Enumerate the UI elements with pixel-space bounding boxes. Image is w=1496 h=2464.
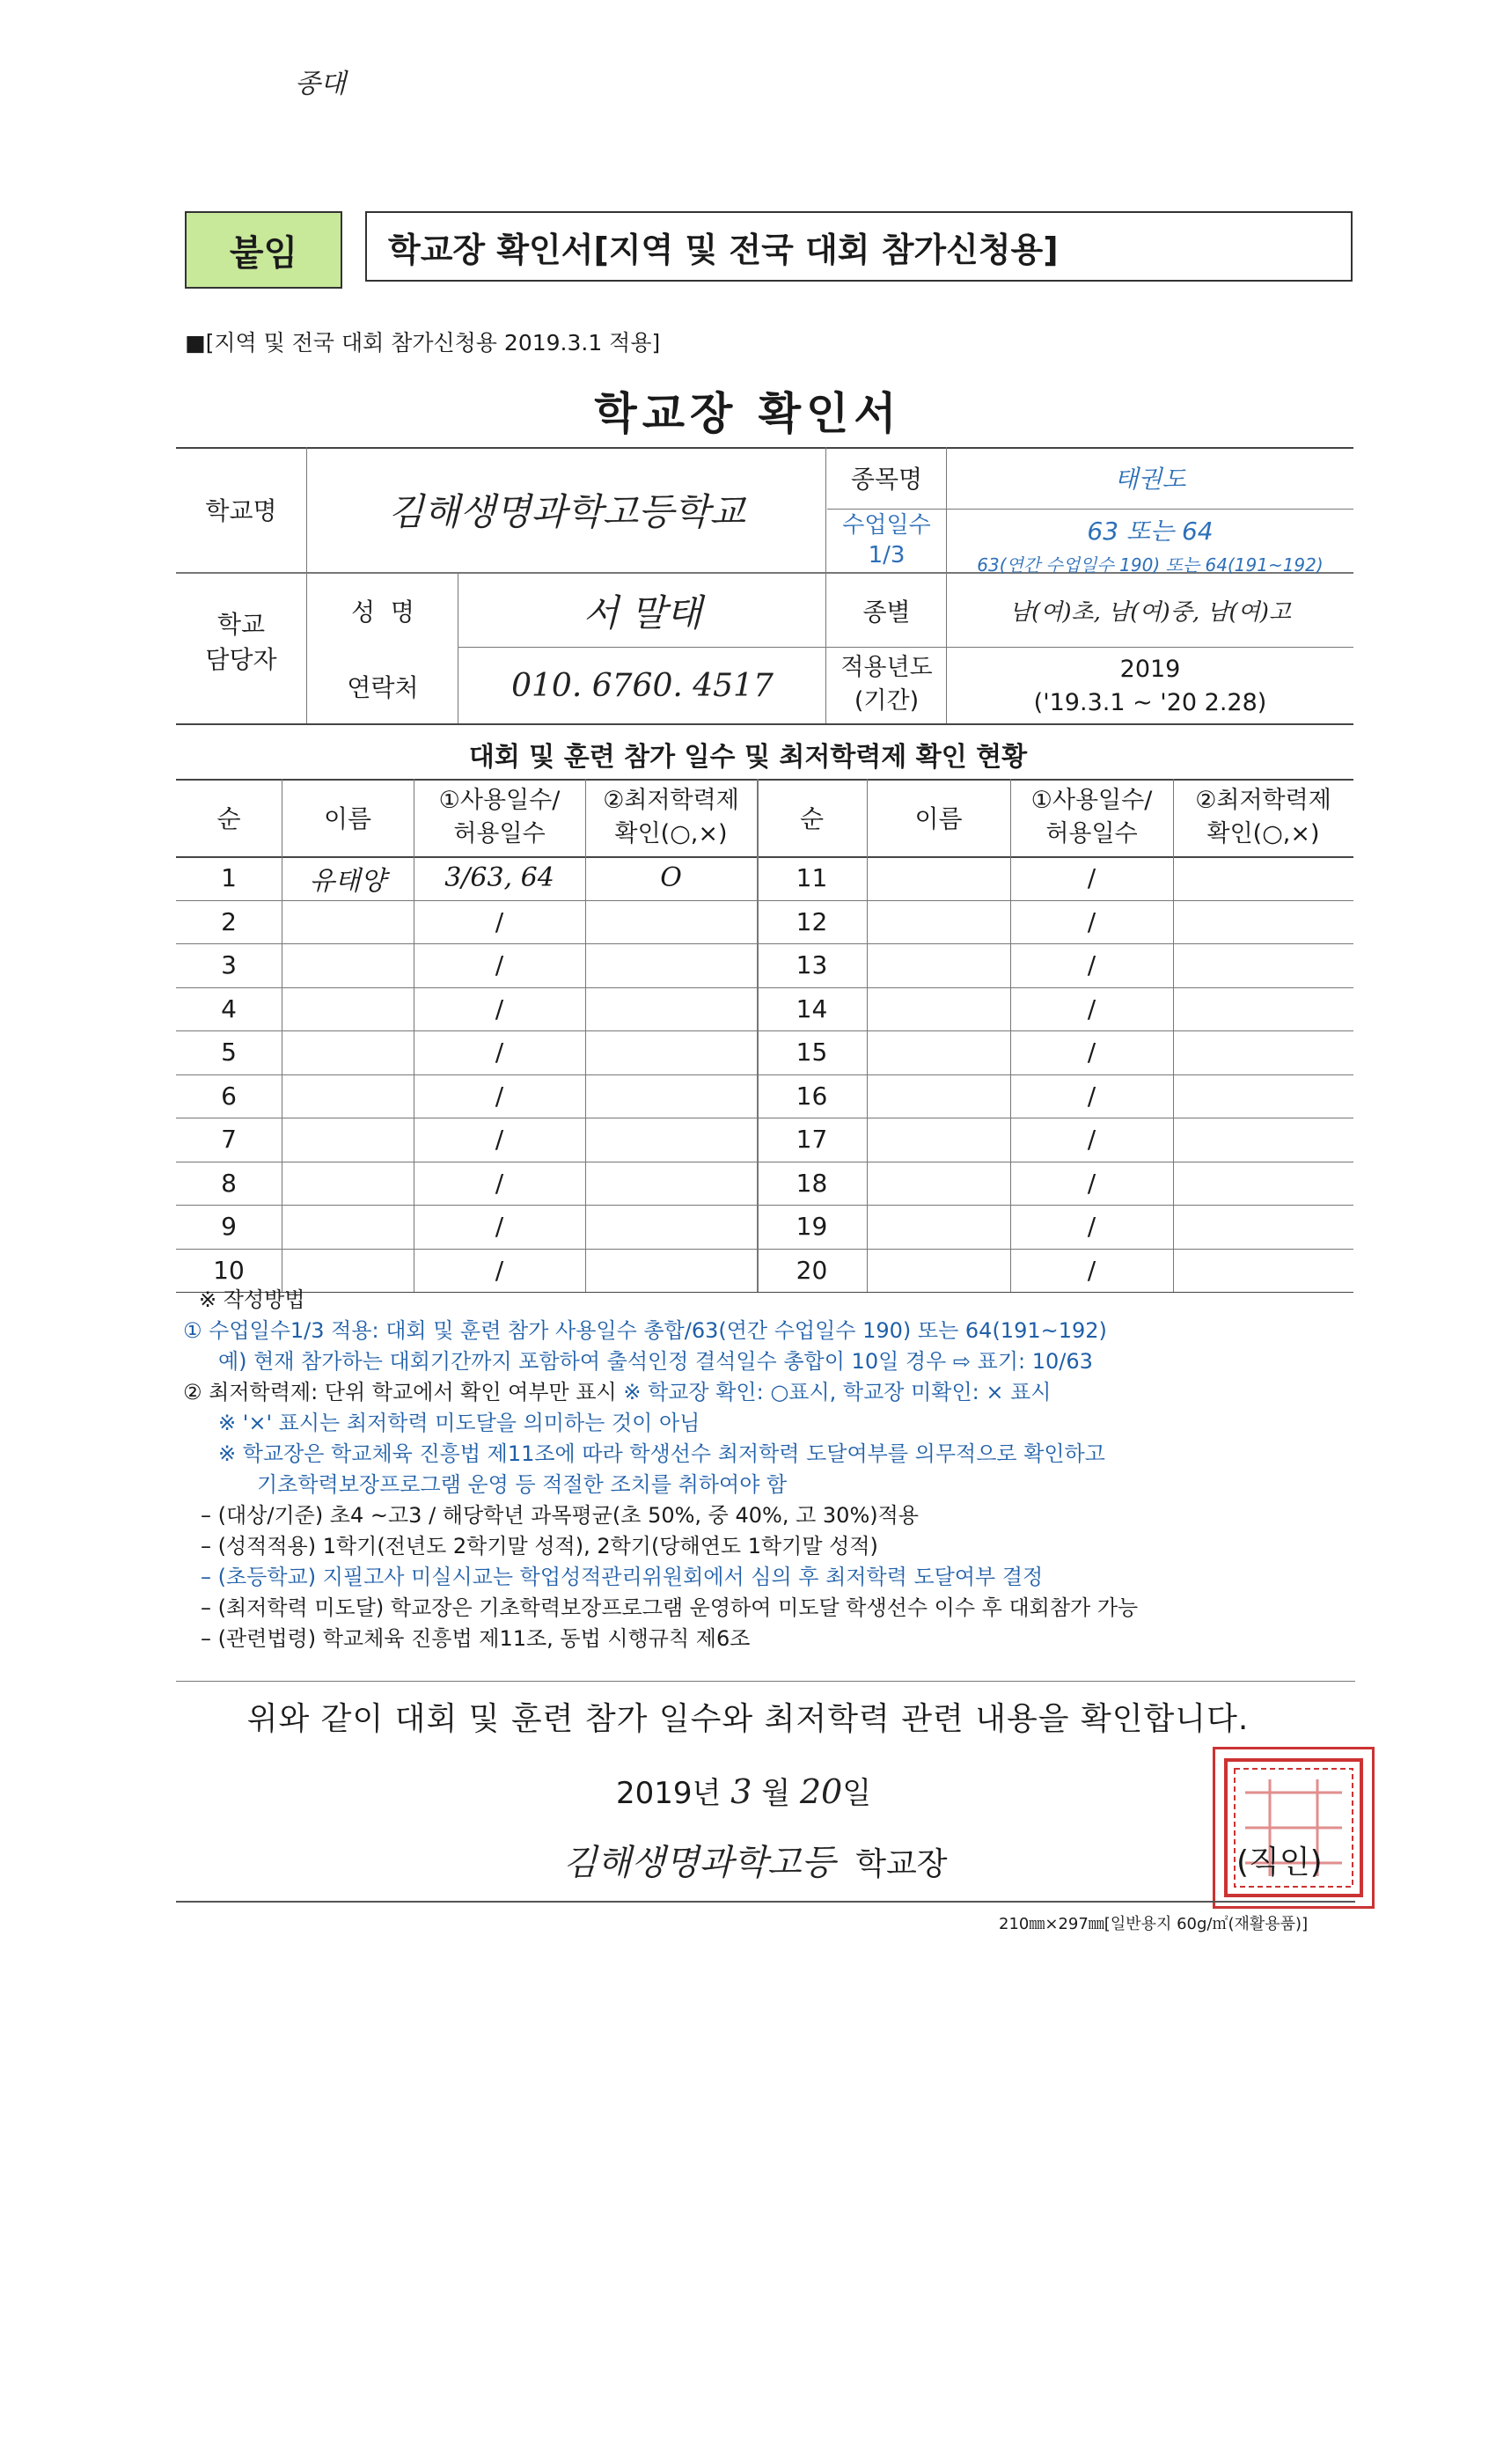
row-name-right bbox=[867, 1030, 1010, 1074]
row-days-right: / bbox=[1087, 950, 1096, 980]
footer-divider bbox=[176, 1901, 1355, 1903]
row-number: 9 bbox=[221, 1212, 237, 1242]
row-days: 3/63, 64 bbox=[444, 862, 554, 894]
note-7: – (초등학교) 지필고사 미실시교는 학업성적관리위원회에서 심의 후 최저학력 도달여부 결정 bbox=[201, 1565, 1044, 1589]
row-name-right bbox=[867, 856, 1010, 900]
row-days-right: / bbox=[1087, 1038, 1096, 1067]
name-value: 서 말태 bbox=[583, 590, 702, 634]
row-name bbox=[282, 1118, 414, 1162]
row-grade bbox=[585, 987, 757, 1031]
row-grade bbox=[585, 943, 757, 987]
row-grade bbox=[585, 1074, 757, 1118]
note-4: ※ 학교장은 학교체육 진흥법 제11조에 따라 학생선수 최저학력 도달여부를 의무적으로 확인하고 bbox=[218, 1441, 1105, 1466]
row-days: / bbox=[495, 1125, 504, 1155]
row-name bbox=[282, 987, 414, 1031]
note-5: – (대상/기준) 초4 ~고3 / 해당학년 과목평균(초 50%, 중 40%, 고 30%)적용 bbox=[201, 1503, 919, 1528]
confirmation-text: 위와 같이 대회 및 훈련 참가 일수와 최저학력 관련 내용을 확인합니다. bbox=[246, 1701, 1250, 1737]
date-day-label: 일 bbox=[842, 1776, 872, 1811]
note-1: ① 수업일수1/3 적용: 대회 및 훈련 참가 사용일수 총합/63(연간 수업일수 190) 또는 64(191~192) bbox=[183, 1318, 1107, 1343]
row-days-right: / bbox=[1087, 1212, 1096, 1242]
document-title: 학교장 확인서 bbox=[594, 388, 902, 439]
row-name-right bbox=[867, 1162, 1010, 1206]
signature-school-name: 김해생명과학고등 bbox=[563, 1843, 836, 1883]
row-days: / bbox=[495, 1081, 504, 1111]
row-grade-right bbox=[1173, 1162, 1353, 1206]
notes-heading: ※ 작성방법 bbox=[199, 1287, 305, 1312]
header-no: 순 bbox=[799, 804, 825, 833]
row-name bbox=[282, 1162, 414, 1206]
header-days-line1: ①사용일수/ bbox=[438, 787, 561, 814]
header-grade-line2: 확인(○,×) bbox=[614, 820, 728, 847]
note-8: – (최저학력 미도달) 학교장은 기초학력보장프로그램 운영하여 미도달 학생선수 이수 후 대회참가 가능 bbox=[201, 1595, 1139, 1620]
date-month: 3 bbox=[730, 1772, 752, 1811]
row-grade bbox=[585, 900, 757, 944]
row-number-right: 13 bbox=[796, 950, 828, 980]
date-month-label: 월 bbox=[761, 1776, 791, 1811]
date-line bbox=[616, 1769, 871, 1812]
header-days bbox=[414, 784, 585, 851]
days-label-line1: 수업일수 bbox=[842, 512, 931, 539]
note-1-example: 예) 현재 참가하는 대회기간까지 포함하여 출석인정 결석일수 총합이 10일 경우 ⇨ 표기: 10/63 bbox=[218, 1349, 1093, 1374]
row-number: 10 bbox=[213, 1255, 245, 1285]
row-name bbox=[282, 1074, 414, 1118]
note-9: – (관련법령) 학교체육 진흥법 제11조, 동법 시행규칙 제6조 bbox=[201, 1626, 751, 1651]
row-name-right bbox=[867, 943, 1010, 987]
row-days-right: / bbox=[1087, 863, 1096, 893]
row-name: 유태양 bbox=[309, 865, 386, 897]
row-number: 7 bbox=[221, 1125, 237, 1155]
note-2-marks: ※ 학교장 확인: ○표시, 학교장 미확인: × 표시 bbox=[623, 1380, 1052, 1404]
header-days-line2: 허용일수 bbox=[453, 820, 546, 847]
row-number-right: 20 bbox=[796, 1255, 828, 1285]
signature-role: 학교장 bbox=[855, 1846, 948, 1882]
corner-handwritten-note: 종대 bbox=[295, 69, 346, 99]
row-grade-right bbox=[1173, 856, 1353, 900]
row-name bbox=[282, 900, 414, 944]
days-detail: 63(연간 수업일수 190) 또는 64(191~192) bbox=[977, 554, 1324, 576]
row-number-right: 15 bbox=[796, 1038, 828, 1067]
school-name-value: 김해생명과학고등학교 bbox=[388, 490, 745, 533]
row-name bbox=[282, 1030, 414, 1074]
official-seal-stamp bbox=[1213, 1747, 1375, 1909]
year-label-line2: (기간) bbox=[854, 687, 920, 715]
year-value: 2019 bbox=[1119, 656, 1181, 683]
manager-label-line1: 학교 bbox=[216, 610, 266, 639]
note-3: ※ '×' 표시는 최저학력 미도달을 의미하는 것이 아님 bbox=[218, 1411, 700, 1435]
row-days-right: / bbox=[1087, 1125, 1096, 1155]
days-label-line2: 1/3 bbox=[868, 542, 906, 568]
row-number-right: 12 bbox=[796, 906, 828, 936]
category-value: 남(여)초, 남(여)중, 남(여)고 bbox=[1009, 599, 1291, 626]
signature-line bbox=[563, 1835, 948, 1885]
name-label: 성 명 bbox=[351, 597, 414, 627]
row-name bbox=[282, 943, 414, 987]
row-number: 8 bbox=[221, 1168, 237, 1198]
header-days-line1: ①사용일수/ bbox=[1030, 787, 1153, 814]
row-number: 2 bbox=[221, 906, 237, 936]
paper-spec: 210㎜×297㎜[일반용지 60g/㎡(재활용품)] bbox=[999, 1915, 1309, 1933]
row-grade-right bbox=[1173, 987, 1353, 1031]
row-number: 3 bbox=[221, 950, 237, 980]
row-name-right bbox=[867, 987, 1010, 1031]
row-number-right: 19 bbox=[796, 1212, 828, 1242]
row-days: / bbox=[495, 1038, 504, 1067]
header-name: 이름 bbox=[914, 804, 963, 833]
row-grade-right bbox=[1173, 1030, 1353, 1074]
row-grade bbox=[585, 1030, 757, 1074]
date-year: 2019년 bbox=[616, 1776, 722, 1811]
row-name bbox=[282, 1205, 414, 1249]
contact-label: 연락처 bbox=[347, 672, 419, 702]
row-days: / bbox=[495, 906, 504, 936]
row-days: / bbox=[495, 1212, 504, 1242]
row-days-right: / bbox=[1087, 906, 1096, 936]
school-label: 학교명 bbox=[205, 496, 277, 525]
header-grade bbox=[585, 784, 757, 851]
contact-value: 010. 6760. 4517 bbox=[511, 668, 774, 704]
header-days bbox=[1010, 784, 1173, 851]
row-number-right: 16 bbox=[796, 1081, 828, 1111]
row-name-right bbox=[867, 900, 1010, 944]
row-days-right: / bbox=[1087, 1168, 1096, 1198]
row-days: / bbox=[495, 994, 504, 1023]
row-days: / bbox=[495, 950, 504, 980]
note-2-text: ② 최저학력제: 단위 학교에서 확인 여부만 표시 bbox=[183, 1380, 617, 1404]
note-2 bbox=[183, 1377, 1371, 1408]
row-name-right bbox=[867, 1205, 1010, 1249]
seal-label: (직인) bbox=[1236, 1844, 1323, 1881]
header-days-line2: 허용일수 bbox=[1045, 820, 1138, 847]
row-number-right: 17 bbox=[796, 1125, 828, 1155]
note-4-cont: 기초학력보장프로그램 운영 등 적절한 조치를 취하여야 함 bbox=[257, 1472, 788, 1497]
row-grade bbox=[585, 1205, 757, 1249]
row-grade-right bbox=[1173, 1074, 1353, 1118]
row-number-right: 14 bbox=[796, 994, 828, 1023]
row-grade-right bbox=[1173, 900, 1353, 944]
header-grade-line2: 확인(○,×) bbox=[1206, 820, 1320, 847]
row-name-right bbox=[867, 1118, 1010, 1162]
row-number: 6 bbox=[221, 1081, 237, 1111]
date-day: 20 bbox=[799, 1772, 843, 1811]
row-days-right: / bbox=[1087, 994, 1096, 1023]
year-period: ('19.3.1 ~ '20 2.28) bbox=[1033, 689, 1267, 716]
header-name: 이름 bbox=[323, 804, 372, 833]
event-label: 종목명 bbox=[850, 465, 923, 494]
row-grade bbox=[585, 1118, 757, 1162]
row-days: / bbox=[495, 1168, 504, 1198]
header-no: 순 bbox=[216, 804, 241, 833]
row-days: / bbox=[495, 1255, 504, 1285]
category-label: 종별 bbox=[862, 597, 911, 627]
row-grade-right bbox=[1173, 943, 1353, 987]
row-grade bbox=[585, 1162, 757, 1206]
row-number-right: 18 bbox=[796, 1168, 828, 1198]
row-grade: O bbox=[660, 862, 682, 894]
days-value: 63 또는 64 bbox=[1087, 517, 1214, 546]
header-title: 학교장 확인서[지역 및 전국 대회 참가신청용] bbox=[365, 211, 1353, 282]
row-number: 5 bbox=[221, 1038, 237, 1067]
header-grade-line1: ②최저학력제 bbox=[603, 787, 739, 814]
row-days-right: / bbox=[1087, 1081, 1096, 1111]
row-grade-right bbox=[1173, 1205, 1353, 1249]
row-number-right: 11 bbox=[796, 863, 828, 893]
row-number: 1 bbox=[221, 863, 237, 893]
row-number: 4 bbox=[221, 994, 237, 1023]
row-name-right bbox=[867, 1074, 1010, 1118]
header-grade-line1: ②최저학력제 bbox=[1195, 787, 1331, 814]
event-value: 태권도 bbox=[1114, 465, 1186, 494]
manager-label-line2: 담당자 bbox=[205, 645, 277, 674]
writing-instructions bbox=[183, 1285, 1371, 1654]
row-grade-right bbox=[1173, 1118, 1353, 1162]
row-days-right: / bbox=[1087, 1255, 1096, 1285]
note-6: – (성적적용) 1학기(전년도 2학기말 성적), 2학기(당해연도 1학기말 성적) bbox=[201, 1534, 878, 1558]
year-label-line1: 적용년도 bbox=[840, 654, 933, 681]
header-grade bbox=[1173, 784, 1353, 851]
attachment-tag: 붙임 bbox=[185, 211, 342, 289]
section-note: ■[지역 및 전국 대회 참가신청용 2019.3.1 적용] bbox=[185, 330, 661, 356]
table-title: 대회 및 훈련 참가 일수 및 최저학력제 확인 현황 bbox=[468, 742, 1028, 773]
